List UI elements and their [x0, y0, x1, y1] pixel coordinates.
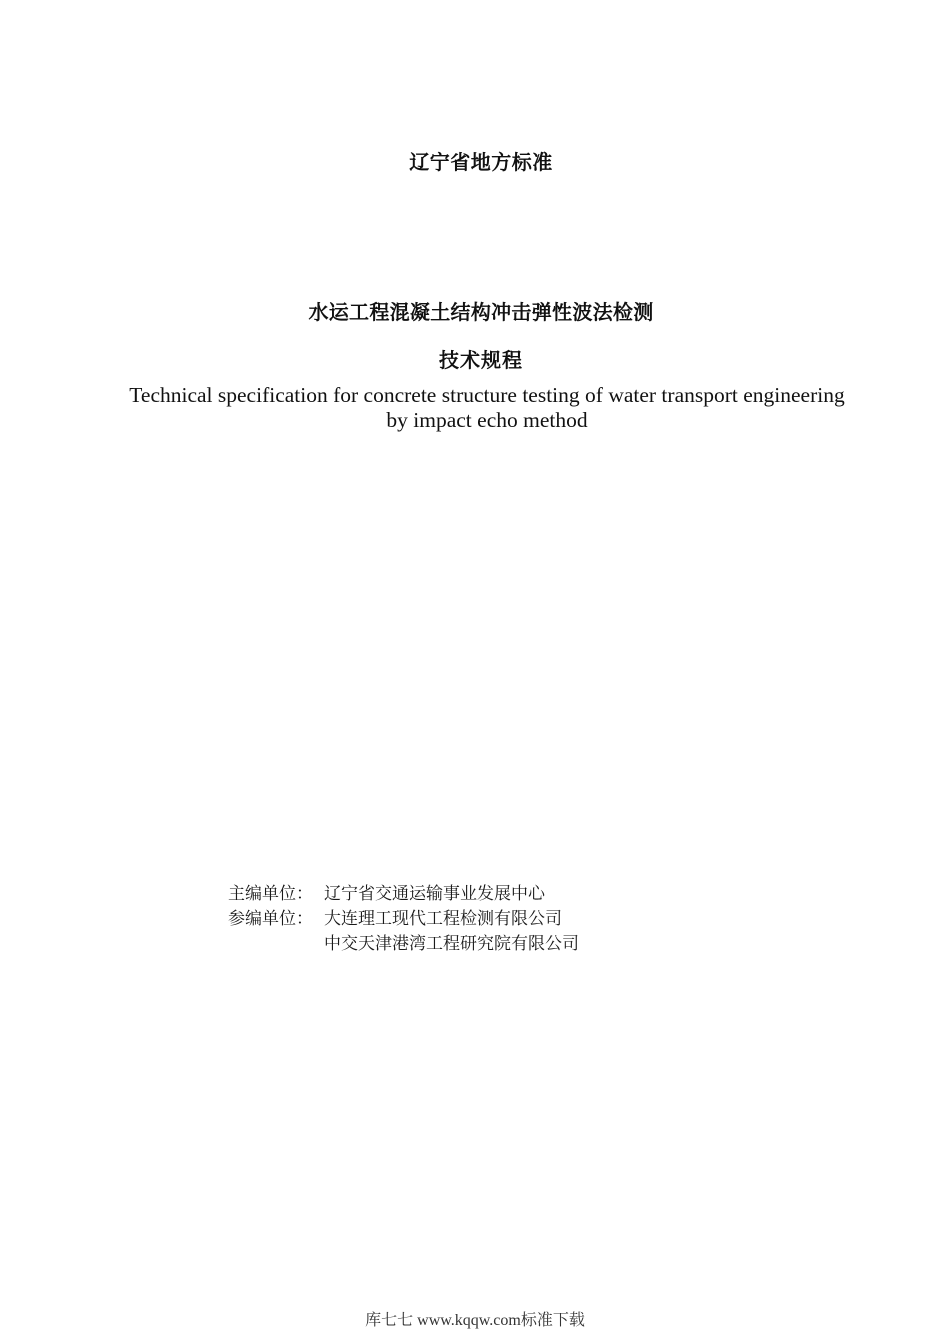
chief-editor-label: 主编单位： [228, 884, 313, 904]
participant-label-spacer [228, 932, 324, 957]
english-title-line-1: Technical specification for concrete structure testing of water transport engineering [129, 383, 845, 407]
participant-row [228, 932, 579, 957]
footer-watermark: 库七七 www.kqqw.com标准下载 [365, 1312, 585, 1329]
participant-value: 中交天津港湾工程研究院有限公司 [324, 934, 579, 954]
participant-value: 大连理工现代工程检测有限公司 [324, 909, 562, 929]
english-title-line-2: by impact echo method [386, 408, 588, 432]
document-main-title: 水运工程混凝土结构冲击弹性波法检测 [308, 300, 654, 324]
chief-editor-row [228, 882, 579, 907]
participant-row [228, 907, 579, 932]
organizations-block [228, 882, 579, 957]
participant-label: 参编单位： [228, 909, 313, 929]
chief-editor-value: 辽宁省交通运输事业发展中心 [324, 884, 545, 904]
standard-category-title: 辽宁省地方标准 [409, 150, 553, 174]
document-sub-title: 技术规程 [439, 348, 523, 372]
